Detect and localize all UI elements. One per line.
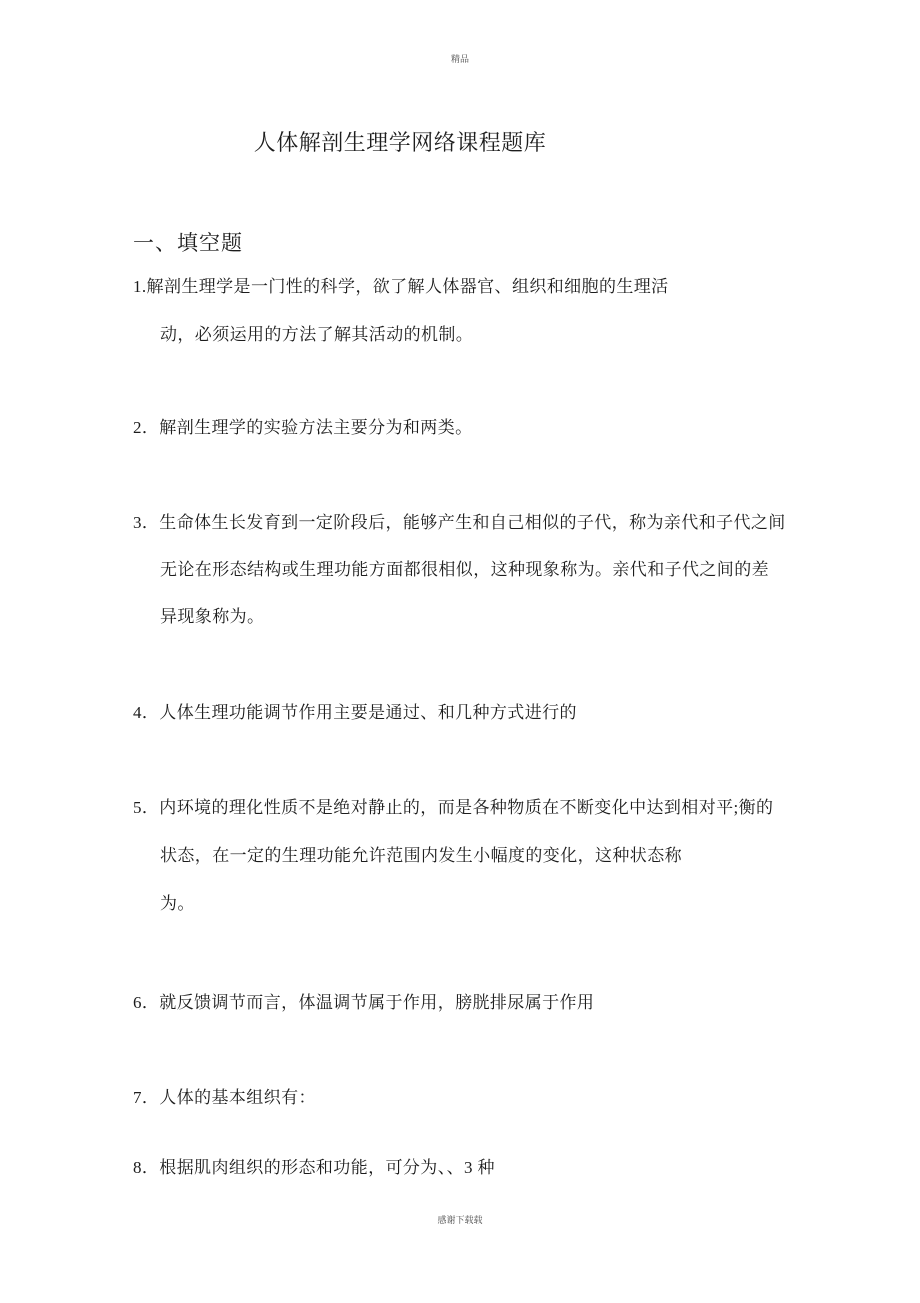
question-3-line-2: 无论在形态结构或生理功能方面都很相似，这种现象称为。亲代和子代之间的差 [160,560,769,579]
footer-watermark: 感谢下载载 [437,1215,483,1225]
document-title: 人体解剖生理学网络课程题库 [253,130,547,155]
question-5-line-1: 5．内环境的理化性质不是绝对静止的，而是各种物质在不断变化中达到相对平;衡的 [133,798,774,817]
question-8-line-1: 8．根据肌肉组织的形态和功能，可分为、、3 种 [133,1158,495,1177]
question-2-line-1: 2．解剖生理学的实验方法主要分为和两类。 [133,418,473,437]
question-1-line-2: 动，必须运用的方法了解其活动的机制。 [160,325,474,344]
question-6-line-1: 6．就反馈调节而言，体温调节属于作用，膀胱排尿属于作用 [133,993,595,1012]
question-1-line-1: 1.解剖生理学是一门性的科学，欲了解人体器官、组织和细胞的生理活 [133,277,669,296]
question-4-line-1: 4．人体生理功能调节作用主要是通过、和几种方式进行的 [133,703,577,722]
question-7-line-1: 7．人体的基本组织有： [133,1088,316,1107]
header-watermark: 精品 [450,54,469,64]
question-3-line-1: 3．生命体生长发育到一定阶段后，能够产生和自己相似的子代，称为亲代和子代之间 [133,513,786,532]
section-heading-fill-in-blanks: 一、填空题 [133,231,243,255]
question-3-line-3: 异现象称为。 [160,607,265,626]
question-5-line-2: 状态，在一定的生理功能允许范围内发生小幅度的变化，这种状态称 [160,846,682,865]
question-5-line-3: 为。 [160,894,195,913]
